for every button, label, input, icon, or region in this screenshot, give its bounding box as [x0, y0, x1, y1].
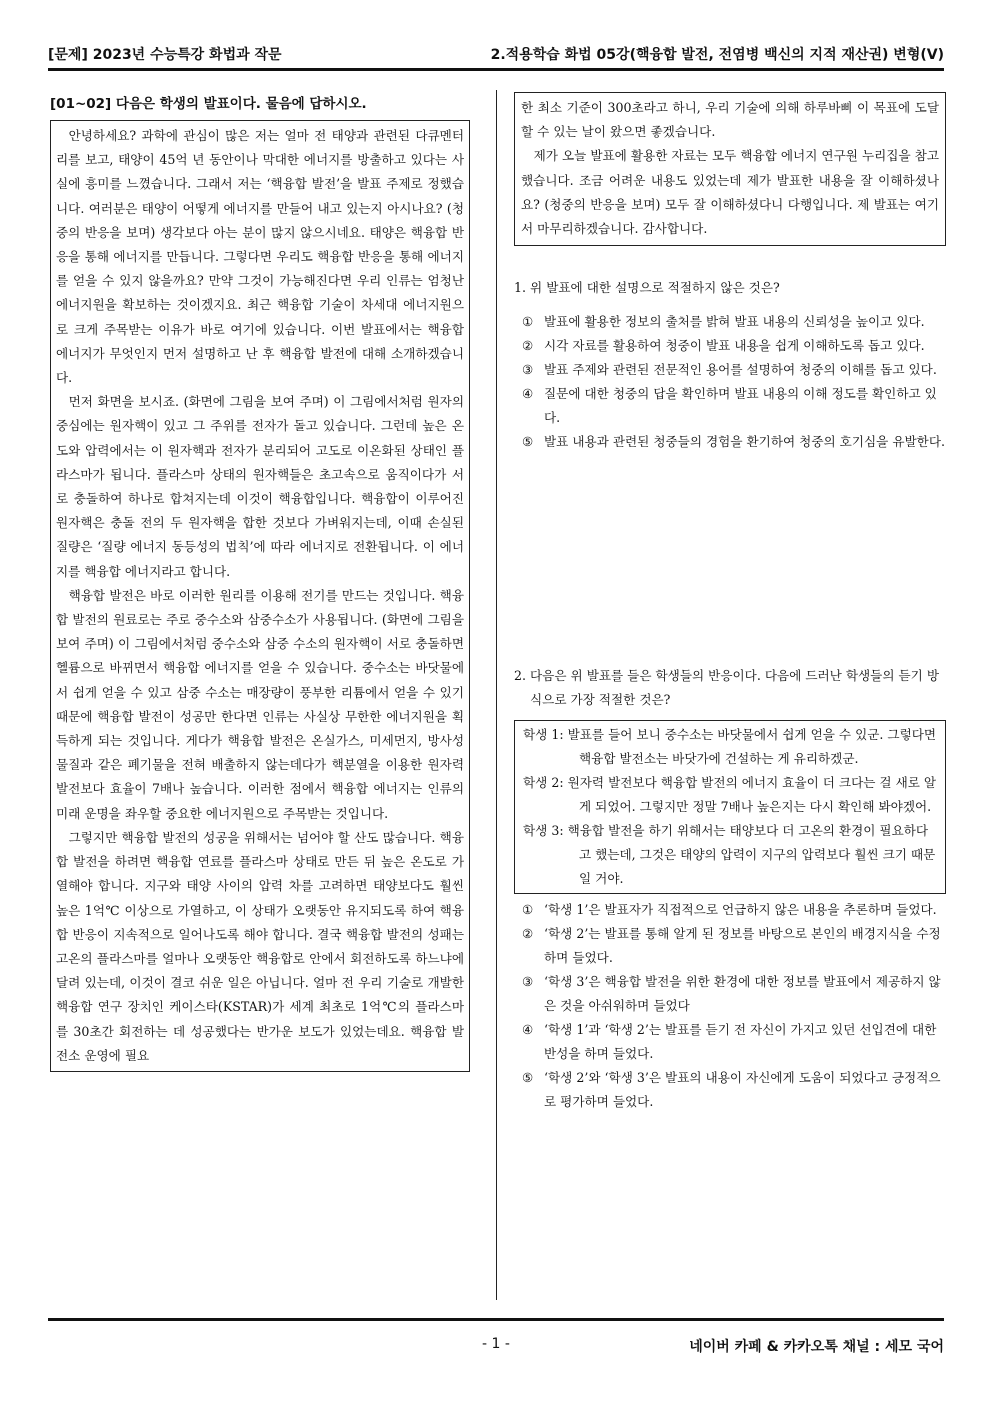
q1-option-5[interactable]: ⑤ 발표 내용과 관련된 청중들의 경험을 환기하여 청중의 호기심을 유발한다. — [522, 434, 945, 450]
header-lesson: 2.적용학습 화법 05강(핵융합 발전, 전염병 백신의 지적 재산권) 변형(V) — [490, 47, 944, 63]
q1-option-2[interactable]: ② 시각 자료를 활용하여 청중이 발표 내용을 쉽게 이해하도록 돕고 있다. — [522, 338, 925, 354]
q1-option-3[interactable]: ③ 발표 주제와 관련된 전문적인 용어를 설명하여 청중의 이해를 돕고 있다. — [522, 362, 937, 378]
page-header — [48, 44, 944, 70]
question-1-options — [514, 310, 946, 454]
passage-paragraph-2: 먼저 화면을 보시죠. (화면에 그림을 보여 주며) 이 그림에서처럼 원자의 중심에는 원자핵이 있고 그 주위를 전자가 돌고 있습니다. 그런데 높은 온도와 압력에서는 이 원자핵과 전자가 분리되어 고도로 이온화된 상태인 플라스마가 됩니다. 플라스마 상태의 원자핵들은 초고속으로 움직이다가 서로 충돌하여 하나로 합쳐지는데 이것이 핵융합입니다. 핵융합이 이루어진 원자핵은 충돌 전의 두 원자핵을 합한 것보다 가벼워지는데, 이때 손실된 질량은 ‘질량 에너지 동등성의 법칙’에 따라 에너지로 전환됩니다. 이 에너지를 핵융합 에너지라고 합니다. — [56, 394, 464, 579]
header-title: [문제] 2023년 수능특강 화법과 작문 — [48, 47, 282, 63]
passage-continuation-1: 한 최소 기준이 300초라고 하니, 우리 기술에 의해 하루바삐 이 목표에 도달할 수 있는 날이 왔으면 좋겠습니다. — [521, 100, 939, 140]
question-1-stem: 1. 위 발표에 대한 설명으로 적절하지 않은 것은? — [514, 280, 780, 296]
question-group-heading: [01~02] 다음은 학생의 발표이다. 물음에 답하시오. — [50, 96, 367, 112]
q2-option-3[interactable]: ③ ‘학생 3’은 핵융합 발전을 위한 환경에 대한 정보를 발표에서 제공하지 않은 것을 아쉬워하며 들었다 — [522, 974, 941, 1014]
student-reaction-1: 학생 1: 발표를 들어 보니 중수소는 바닷물에서 쉽게 얻을 수 있군. 그렇다면 핵융합 발전소는 바닷가에 건설하는 게 유리하겠군. — [523, 727, 937, 767]
student-reaction-3: 학생 3: 핵융합 발전을 하기 위해서는 태양보다 더 고온의 환경이 필요하다고 했는데, 그것은 태양의 압력이 지구의 압력보다 훨씬 크기 때문일 거야. — [523, 823, 936, 887]
q2-option-1[interactable]: ① ‘학생 1’은 발표자가 직접적으로 언급하지 않은 내용을 추론하며 들었다. — [522, 902, 937, 918]
passage-paragraph-4: 그렇지만 핵융합 발전의 성공을 위해서는 넘어야 할 산도 많습니다. 핵융합 발전을 하려면 핵융합 연료를 플라스마 상태로 만든 뒤 높은 온도로 가열해야 합니다. 지구와 태양 사이의 압력 차를 고려하면 태양보다도 훨씬 높은 1억℃ 이상으로 가열하고, 이 상태가 오랫동안 유지되도록 하여 핵융합 반응이 지속적으로 일어나도록 해야 합니다. 결국 핵융합 발전의 성패는 고온의 플라스마를 얼마나 오랫동안 핵융합로 안에서 회전하도록 하느냐에 달려 있는데, 이것이 결코 쉬운 일은 아닙니다. 얼마 전 우리 기술로 개발한 핵융합 연구 장치인 케이스타(KSTAR)가 세계 최초로 1억℃의 플라스마를 30초간 회전하는 데 성공했다는 반가운 보도가 있었는데요. 핵융합 발전소 운영에 필요 — [56, 829, 464, 1063]
left-column — [50, 92, 470, 1072]
column-divider — [496, 90, 497, 1300]
footer-channel: 네이버 카페 & 카카오톡 채널 : 세모 국어 — [689, 1339, 944, 1355]
q2-option-5[interactable]: ⑤ ‘학생 2’와 ‘학생 3’은 발표의 내용이 자신에게 도움이 되었다고 긍정적으로 평가하며 들었다. — [522, 1070, 941, 1110]
passage-box — [50, 120, 470, 1072]
q1-option-1[interactable]: ① 발표에 활용한 정보의 출처를 밝혀 발표 내용의 신뢰성을 높이고 있다. — [522, 314, 925, 330]
student-reactions-box — [514, 720, 946, 894]
question-2-options — [514, 898, 946, 1114]
question-2-stem: 2. 다음은 위 발표를 들은 학생들의 반응이다. 다음에 드러난 학생들의 듣기 방식으로 가장 적절한 것은? — [514, 668, 940, 708]
header-rule — [48, 68, 944, 71]
student-reaction-2: 학생 2: 원자력 발전보다 핵융합 발전의 에너지 효율이 더 크다는 걸 새로 알게 되었어. 그렇지만 정말 7배나 높은지는 다시 확인해 봐야겠어. — [523, 775, 937, 815]
footer-rule — [48, 1318, 944, 1321]
right-column — [514, 92, 946, 1114]
q2-option-4[interactable]: ④ ‘학생 1’과 ‘학생 2’는 발표를 듣기 전 자신이 가지고 있던 선입견에 대한 반성을 하며 들었다. — [522, 1022, 937, 1062]
passage-paragraph-1: 안녕하세요? 과학에 관심이 많은 저는 얼마 전 태양과 관련된 다큐멘터리를 보고, 태양이 45억 년 동안이나 막대한 에너지를 방출하고 있다는 사실에 흥미를 느꼈습니다. 그래서 저는 ‘핵융합 발전’을 발표 주제로 정했습니다. 여러분은 태양이 어떻게 에너지를 만들어 내고 있는지 아시나요? (청중의 반응을 보며) 생각보다 아는 분이 많지 않으시네요. 태양은 핵융합 반응을 통해 에너지를 만듭니다. 그렇다면 우리도 핵융합 반응을 통해 에너지를 얻을 수 있지 않을까요? 만약 그것이 가능해진다면 우리 인류는 엄청난 에너지원을 확보하는 것이겠지요. 최근 핵융합 기술이 차세대 에너지원으로 크게 주목받는 이유가 바로 여기에 있습니다. 이번 발표에서는 핵융합 에너지가 무엇인지 먼저 설명하고 난 후 핵융합 발전에 대해 소개하겠습니다. — [56, 128, 464, 386]
q2-option-2[interactable]: ② ‘학생 2’는 발표를 통해 알게 된 정보를 바탕으로 본인의 배경지식을 수정하며 들었다. — [522, 926, 941, 966]
page-number: - 1 - — [482, 1336, 510, 1352]
passage-continuation-2: 제가 오늘 발표에 활용한 자료는 모두 핵융합 에너지 연구원 누리집을 참고했습니다. 조금 어려운 내용도 있었는데 제가 발표한 내용을 잘 이해하셨나요? (청중의 반응을 보며) 모두 잘 이해하셨다니 다행입니다. 제 발표는 여기서 마무리하겠습니다. 감사합니다. — [521, 148, 939, 237]
passage-paragraph-3: 핵융합 발전은 바로 이러한 원리를 이용해 전기를 만드는 것입니다. 핵융합 발전의 원료로는 주로 중수소와 삼중수소가 사용됩니다. (화면에 그림을 보여 주며) 이 그림에서처럼 중수소와 삼중 수소의 원자핵이 서로 충돌하면 헬륨으로 바뀌면서 핵융합 에너지를 얻을 수 있습니다. 중수소는 바닷물에서 쉽게 얻을 수 있고 삼중 수소는 매장량이 풍부한 리튬에서 얻을 수 있기 때문에 핵융합 발전이 성공만 한다면 인류는 사실상 무한한 에너지원을 획득하게 되는 것입니다. 게다가 핵융합 발전은 온실가스, 미세먼지, 방사성 물질과 같은 폐기물을 전혀 배출하지 않는데다가 핵분열을 이용한 원자력 발전보다 효율이 7배나 높습니다. 이러한 점에서 핵융합 에너지는 인류의 미래 운명을 좌우할 중요한 에너지원으로 주목받는 것입니다. — [56, 587, 464, 821]
passage-continuation-box — [514, 92, 946, 246]
q1-option-4[interactable]: ④ 질문에 대한 청중의 답을 확인하며 발표 내용의 이해 정도를 확인하고 있다. — [522, 386, 937, 426]
